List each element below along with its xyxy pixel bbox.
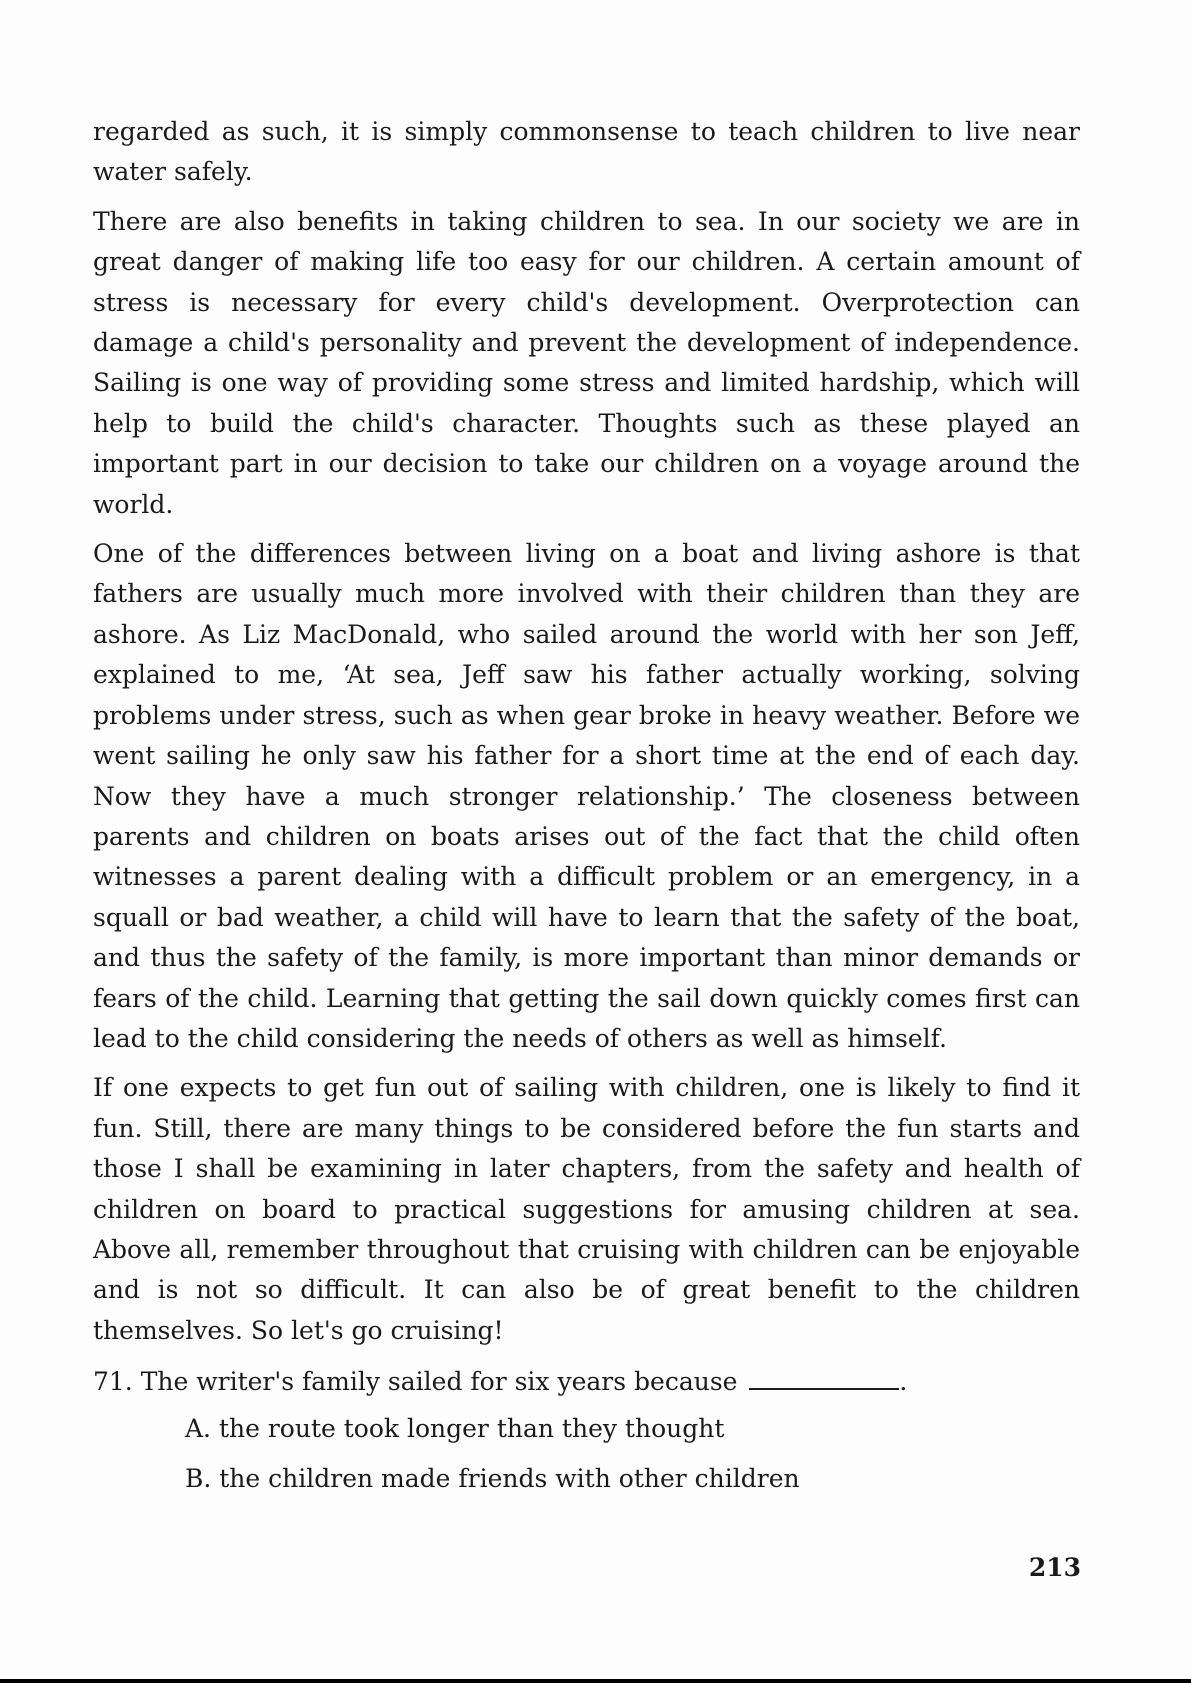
option-a: A. the route took longer than they thought: [185, 1414, 725, 1444]
scan-edge: [0, 1679, 1191, 1683]
page-number: 213: [1028, 1553, 1081, 1582]
option-b: B. the children made friends with other children: [185, 1464, 800, 1494]
question-end-mark: .: [899, 1367, 908, 1397]
paragraph-benefits: There are also benefits in taking children to sea. In our society we are in great danger of making life too easy for our children. A certain amount of stress is necessary for every child's development. Overprotection can damage a child's personality and prevent the development of independence. Sailing is one way of providing some stress and limited hardship, which will help to build the child's character. Thoughts such as these played an important part in our decision to take our children on a voyage around the world.: [93, 206, 1080, 519]
answer-options: [93, 1404, 1080, 1504]
paragraph-fathers: One of the differences between living on a boat and living ashore is that fathers are usually much more involved with their children than they are ashore. As Liz MacDonald, who sailed around the world with her son Jeff, explained to me, ‘At sea, Jeff saw his father actually working, solving problems under stress, such as when gear broke in heavy weather. Before we went sailing he only saw his father for a short time at the end of each day. Now they have a much stronger relationship.’ The closeness between parents and children on boats arises out of the fact that the child often witnesses a parent dealing with a difficult problem or an emergency, in a squall or bad weather, a child will have to learn that the safety of the boat, and thus the safety of the family, is more important than minor demands or fears of the child. Learning that getting the sail down quickly comes first can lead to the child considering the needs of others as well as himself.: [93, 539, 1080, 1053]
question-71: [93, 1360, 1080, 1404]
paragraph-fun: If one expects to get fun out of sailing with children, one is likely to find it fun. Still, there are many things to be considered before the fun starts and those I shall be examining in later chapters, from the safety and health of children on board to practical suggestions for amusing children at sea. Above all, remember throughout that cruising with children can be enjoyable and is not so difficult. It can also be of great benefit to the children themselves. So let's go cruising!: [93, 1073, 1080, 1345]
paragraph-water-safety: regarded as such, it is simply commonsense to teach children to live near water safely.: [93, 117, 1080, 187]
answer-blank: [749, 1368, 899, 1390]
question-stem: 71. The writer's family sailed for six years because: [93, 1367, 738, 1397]
body-text: [93, 112, 1080, 1504]
